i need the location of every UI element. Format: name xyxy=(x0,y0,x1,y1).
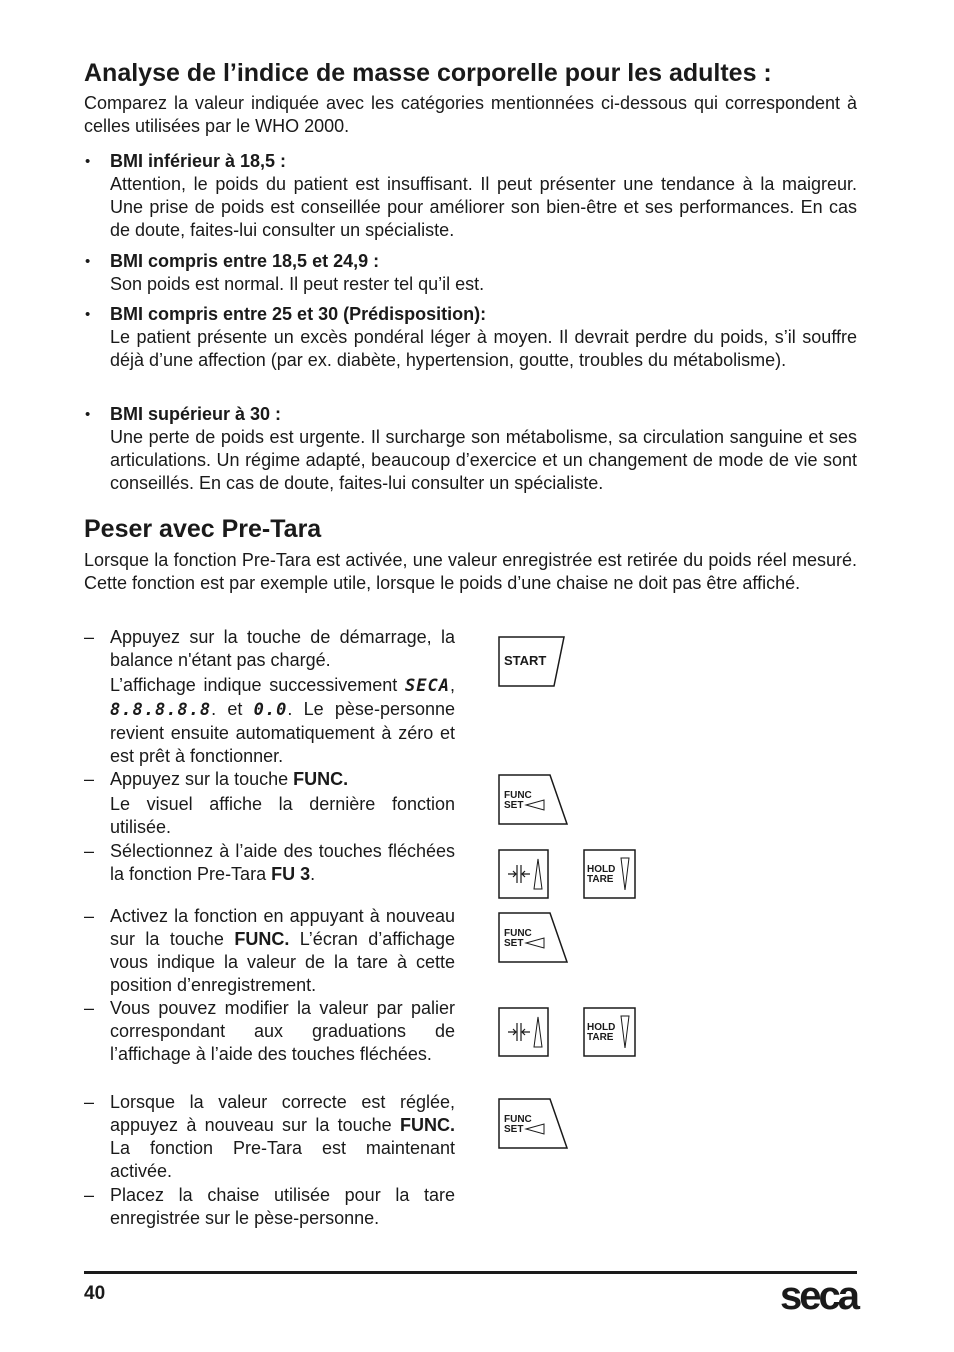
step-5 xyxy=(110,997,455,1066)
lcd-display-test: 8.8.8.8.8 xyxy=(110,700,212,720)
tare-key-label: TARE xyxy=(587,874,614,885)
step-text: Placez la chaise utilisée pour la tare enregistrée sur le pèse-personne. xyxy=(110,1185,455,1228)
step-1 xyxy=(110,626,455,768)
step-text: Le visuel affiche la dernière fonction utilisée. xyxy=(110,794,455,837)
tare-key-label: TARE xyxy=(587,1032,614,1043)
step-text-part: L’affichage indique successivement xyxy=(110,675,406,695)
step-text xyxy=(110,768,455,791)
bullet-text: Une perte de poids est urgente. Il surcharge son métabolisme, sa circulation sanguine et ses articulations. Un régime adapté, beaucoup d’exercice et un changement de mode de vie sont conseillés. En cas de doute, faites-lui consulter un spécialiste. xyxy=(110,427,857,493)
step-text-part: Sélectionnez à l’aide des touches fléchées la fonction Pre-Tara xyxy=(110,841,455,884)
bullet-title: BMI compris entre 18,5 et 24,9 : xyxy=(110,251,380,271)
bullet-mark: • xyxy=(85,306,91,323)
bullet-title: BMI inférieur à 18,5 : xyxy=(110,151,287,171)
step-text xyxy=(110,674,455,768)
section-intro-bmi: Comparez la valeur indiquée avec les catégories mentionnées ci-dessous qui correspondent à celles utilisées par le WHO 2000. xyxy=(84,93,857,136)
step-text xyxy=(110,840,455,886)
step-dash: – xyxy=(84,1185,95,1205)
section-intro-pretara: Lorsque la fonction Pre-Tara est activée, une valeur enregistrée est retirée du poids réel mesuré. Cette fonction est par exemple utile, lorsque le poids d’une chaise ne doit pas être affiché. xyxy=(84,550,857,593)
bullet-item xyxy=(110,303,857,372)
step-dash: – xyxy=(84,1092,95,1112)
func-key-label: FUNC xyxy=(504,1114,532,1125)
step-text-part: . et xyxy=(211,699,254,719)
start-key-icon xyxy=(498,636,566,688)
step-text xyxy=(110,1091,455,1183)
arrow-key-icon xyxy=(498,849,550,901)
lcd-display-zero: 0.0 xyxy=(253,700,288,720)
step-dash: – xyxy=(84,769,95,789)
set-key-label: SET xyxy=(504,938,524,949)
step-text-part: La fonction Pre-Tara est maintenant activée. xyxy=(110,1138,455,1181)
step-text-bold: FUNC. xyxy=(293,769,349,789)
page-number: 40 xyxy=(84,1283,106,1304)
lcd-display-seca: SECA xyxy=(405,676,450,696)
bullet-mark: • xyxy=(85,153,91,170)
bullet-text: Le patient présente un excès pondéral léger à moyen. Il devrait perdre du poids, s’il souffre déjà d’une affection (par ex. diabète, hypertension, goutte, troubles du métabolisme). xyxy=(110,327,857,370)
hold-tare-key-icon xyxy=(583,849,637,901)
step-dash: – xyxy=(84,998,95,1018)
hold-key-label: HOLD xyxy=(587,864,616,875)
hold-key-label: HOLD xyxy=(587,1022,616,1033)
section-title-bmi: Analyse de l’indice de masse corporelle pour les adultes : xyxy=(84,59,772,87)
step-text-bold: FUNC. xyxy=(400,1115,455,1135)
func-set-key-icon xyxy=(498,1098,570,1150)
step-text-part: . xyxy=(310,864,316,884)
step-text-part: L’écran d’affichage vous indique la valeur de la tare à cette position d’enregistrement. xyxy=(110,929,455,995)
step-dash: – xyxy=(84,627,95,647)
step-7 xyxy=(110,1184,455,1230)
bullet-title: BMI supérieur à 30 : xyxy=(110,404,282,424)
hold-tare-key-icon xyxy=(583,1007,637,1059)
step-text-part: . Le pèse-personne revient ensuite automatiquement à zéro et est prêt à fonctionner. xyxy=(110,699,455,766)
bullet-title: BMI compris entre 25 et 30 (Prédisposition): xyxy=(110,304,487,324)
bullet-mark: • xyxy=(85,406,91,423)
step-text-bold: FUNC. xyxy=(234,929,290,949)
step-6 xyxy=(110,1091,455,1183)
func-set-key-icon xyxy=(498,912,570,964)
func-key-label: FUNC xyxy=(504,790,532,801)
step-3 xyxy=(110,840,455,886)
start-key-label: START xyxy=(504,653,547,668)
step-text: Appuyez sur la touche de démarrage, la balance n'étant pas chargé. xyxy=(110,627,455,670)
step-text-part: Appuyez sur la touche xyxy=(110,769,294,789)
step-text-part: Lorsque la valeur correcte est réglée, appuyez à nouveau sur la touche xyxy=(110,1092,455,1135)
step-text xyxy=(110,905,455,997)
step-dash: – xyxy=(84,906,95,926)
footer-rule xyxy=(84,1271,857,1274)
seca-logo: seca xyxy=(780,1274,857,1318)
func-key-label: FUNC xyxy=(504,928,532,939)
bullet-item xyxy=(110,250,857,296)
bullet-item xyxy=(110,403,857,495)
step-text-part: , xyxy=(449,675,455,695)
func-set-key-icon xyxy=(498,774,570,826)
set-key-label: SET xyxy=(504,1124,524,1135)
bullet-item xyxy=(110,150,857,242)
bullet-text: Son poids est normal. Il peut rester tel qu’il est. xyxy=(110,274,485,294)
arrow-key-icon xyxy=(498,1007,550,1059)
step-4 xyxy=(110,905,455,997)
bullet-text: Attention, le poids du patient est insuffisant. Il peut présenter une tendance à la maigreur. Une prise de poids est conseillée pour améliorer son bien-être et ses performances. En cas de doute, faites-lui consulter un spécialiste. xyxy=(110,174,857,240)
bullet-mark: • xyxy=(85,253,91,270)
set-key-label: SET xyxy=(504,800,524,811)
step-text-bold: FU 3 xyxy=(271,864,311,884)
step-2 xyxy=(110,768,455,839)
section-title-pretara: Peser avec Pre-Tara xyxy=(84,515,322,543)
step-text: Vous pouvez modifier la valeur par palier correspondant aux graduations de l’affichage à l’aide des touches fléchées. xyxy=(110,998,455,1064)
step-dash: – xyxy=(84,841,95,861)
step-text-part: Activez la fonction en appuyant à nouveau sur la touche xyxy=(110,906,455,949)
